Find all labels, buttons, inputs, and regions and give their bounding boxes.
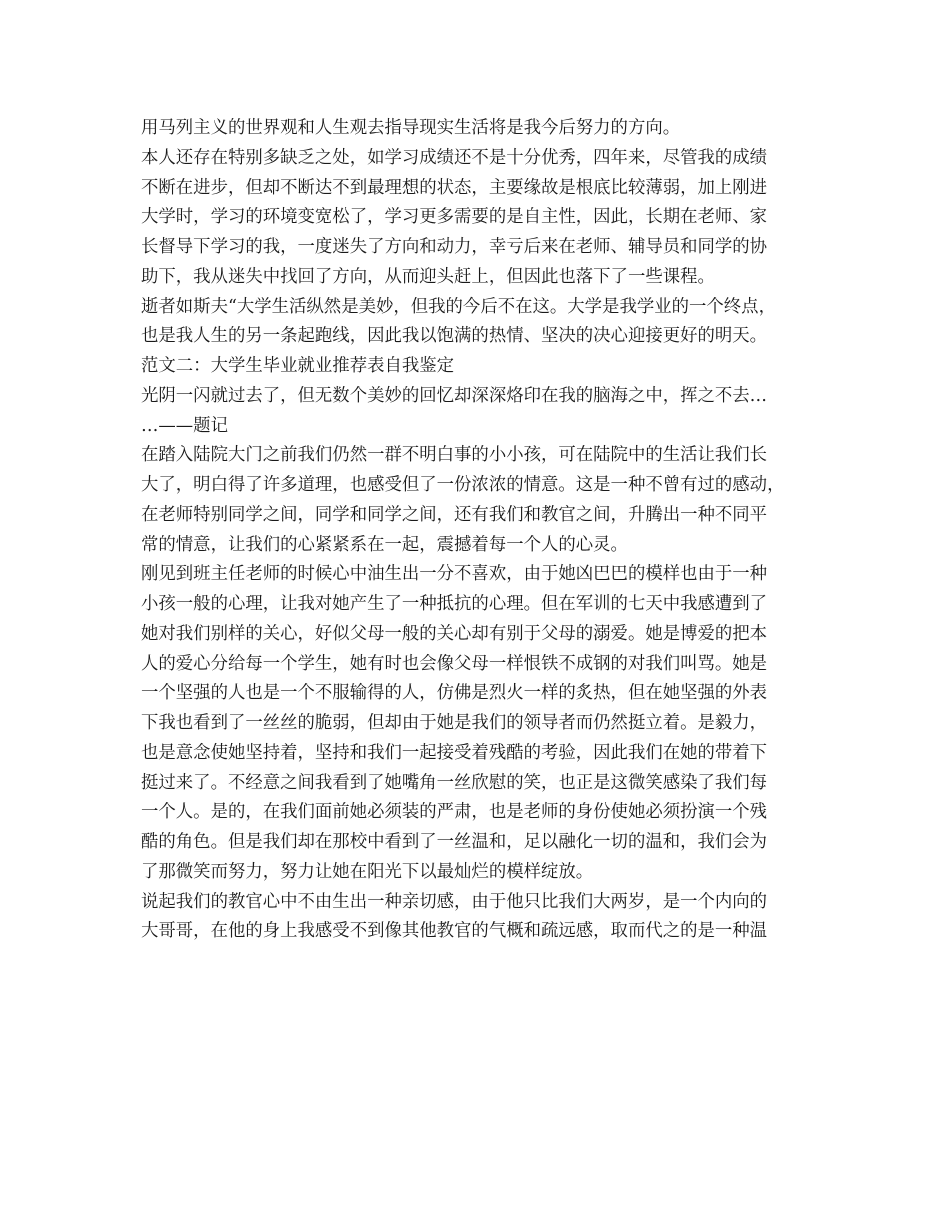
text-line: 也是意念使她坚持着，坚持和我们一起接受着残酷的考验，因此我们在她的带着下 xyxy=(141,742,768,763)
text-line: 本人还存在特别多缺乏之处，如学习成绩还不是十分优秀，四年来，尽管我的成绩 xyxy=(141,147,768,168)
text-line: 小孩一般的心理，让我对她产生了一种抵抗的心理。但在军训的七天中我感遭到了 xyxy=(141,594,768,614)
text-line: 在老师特别同学之间，同学和同学之间，还有我们和教官之间，升腾出一种不同平 xyxy=(141,504,768,525)
epigraph-attribution: …——题记 xyxy=(141,415,228,436)
text-line: 她对我们别样的关心，好似父母一般的关心却有别于父母的溺爱。她是博爱的把本 xyxy=(141,623,768,644)
text-line: 逝者如斯夫“大学生活纵然是美妙，但我的今后不在这。大学是我学业的一个终点， xyxy=(141,296,776,317)
text-line: 不断在进步，但却不断达不到最理想的状态，主要缘故是根底比较薄弱，加上刚进 xyxy=(141,177,768,198)
text-line: 人的爱心分给每一个学生，她有时也会像父母一样恨铁不成钢的对我们叫骂。她是 xyxy=(141,653,768,674)
text-line: 一个人。是的，在我们面前她必须装的严肃，也是老师的身份使她必须扮演一个残 xyxy=(141,802,768,823)
text-line: 下我也看到了一丝丝的脆弱，但却由于她是我们的领导者而仍然挺立着。是毅力， xyxy=(141,713,768,733)
text-line: 助下，我从迷失中找回了方向，从而迎头赶上，但因此也落下了一些课程。 xyxy=(141,266,715,287)
text-line: 也是我人生的另一条起跑线，因此我以饱满的热情、坚决的决心迎接更好的明天。 xyxy=(141,326,768,347)
text-line: 了那微笑而努力，努力让她在阳光下以最灿烂的模样绽放。 xyxy=(141,861,594,882)
text-line: 用马列主义的世界观和人生观去指导现实生活将是我今后努力的方向。 xyxy=(141,118,681,138)
text-line: 常的情意，让我们的心紧紧系在一起，震撼着每一个人的心灵。 xyxy=(141,534,628,555)
text-line: 刚见到班主任老师的时候心中油生出一分不喜欢，由于她凶巴巴的模样也由于一种 xyxy=(141,564,768,585)
section-heading: 范文二：大学生毕业就业推荐表自我鉴定 xyxy=(141,356,455,376)
text-line: 说起我们的教官心中不由生出一种亲切感，由于他只比我们大两岁，是一个内向的 xyxy=(141,891,768,912)
text-line: 大学时，学习的环境变宽松了，学习更多需要的是自主性，因此，长期在老师、家 xyxy=(141,207,768,228)
text-line: 光阴一闪就过去了，但无数个美妙的回忆却深深烙印在我的脑海之中，挥之不去… xyxy=(141,385,768,406)
text-line: 长督导下学习的我，一度迷失了方向和动力，幸亏后来在老师、辅导员和同学的协 xyxy=(141,237,768,257)
text-line: 在踏入陆院大门之前我们仍然一群不明白事的小小孩，可在陆院中的生活让我们长 xyxy=(141,445,768,466)
text-line: 挺过来了。不经意之间我看到了她嘴角一丝欣慰的笑，也正是这微笑感染了我们每 xyxy=(141,772,768,793)
text-line: 大哥哥，在他的身上我感受不到像其他教官的气概和疏远感，取而代之的是一种温 xyxy=(141,921,768,942)
document-page xyxy=(141,114,821,947)
text-line: 酷的角色。但是我们却在那校中看到了一丝温和，足以融化一切的温和，我们会为 xyxy=(141,832,768,852)
text-line: 大了，明白得了许多道理，也感受但了一份浓浓的情意。这是一种不曾有过的感动， xyxy=(141,475,785,495)
text-line: 一个坚强的人也是一个不服输得的人，仿佛是烈火一样的炙热，但在她坚强的外表 xyxy=(141,683,768,704)
